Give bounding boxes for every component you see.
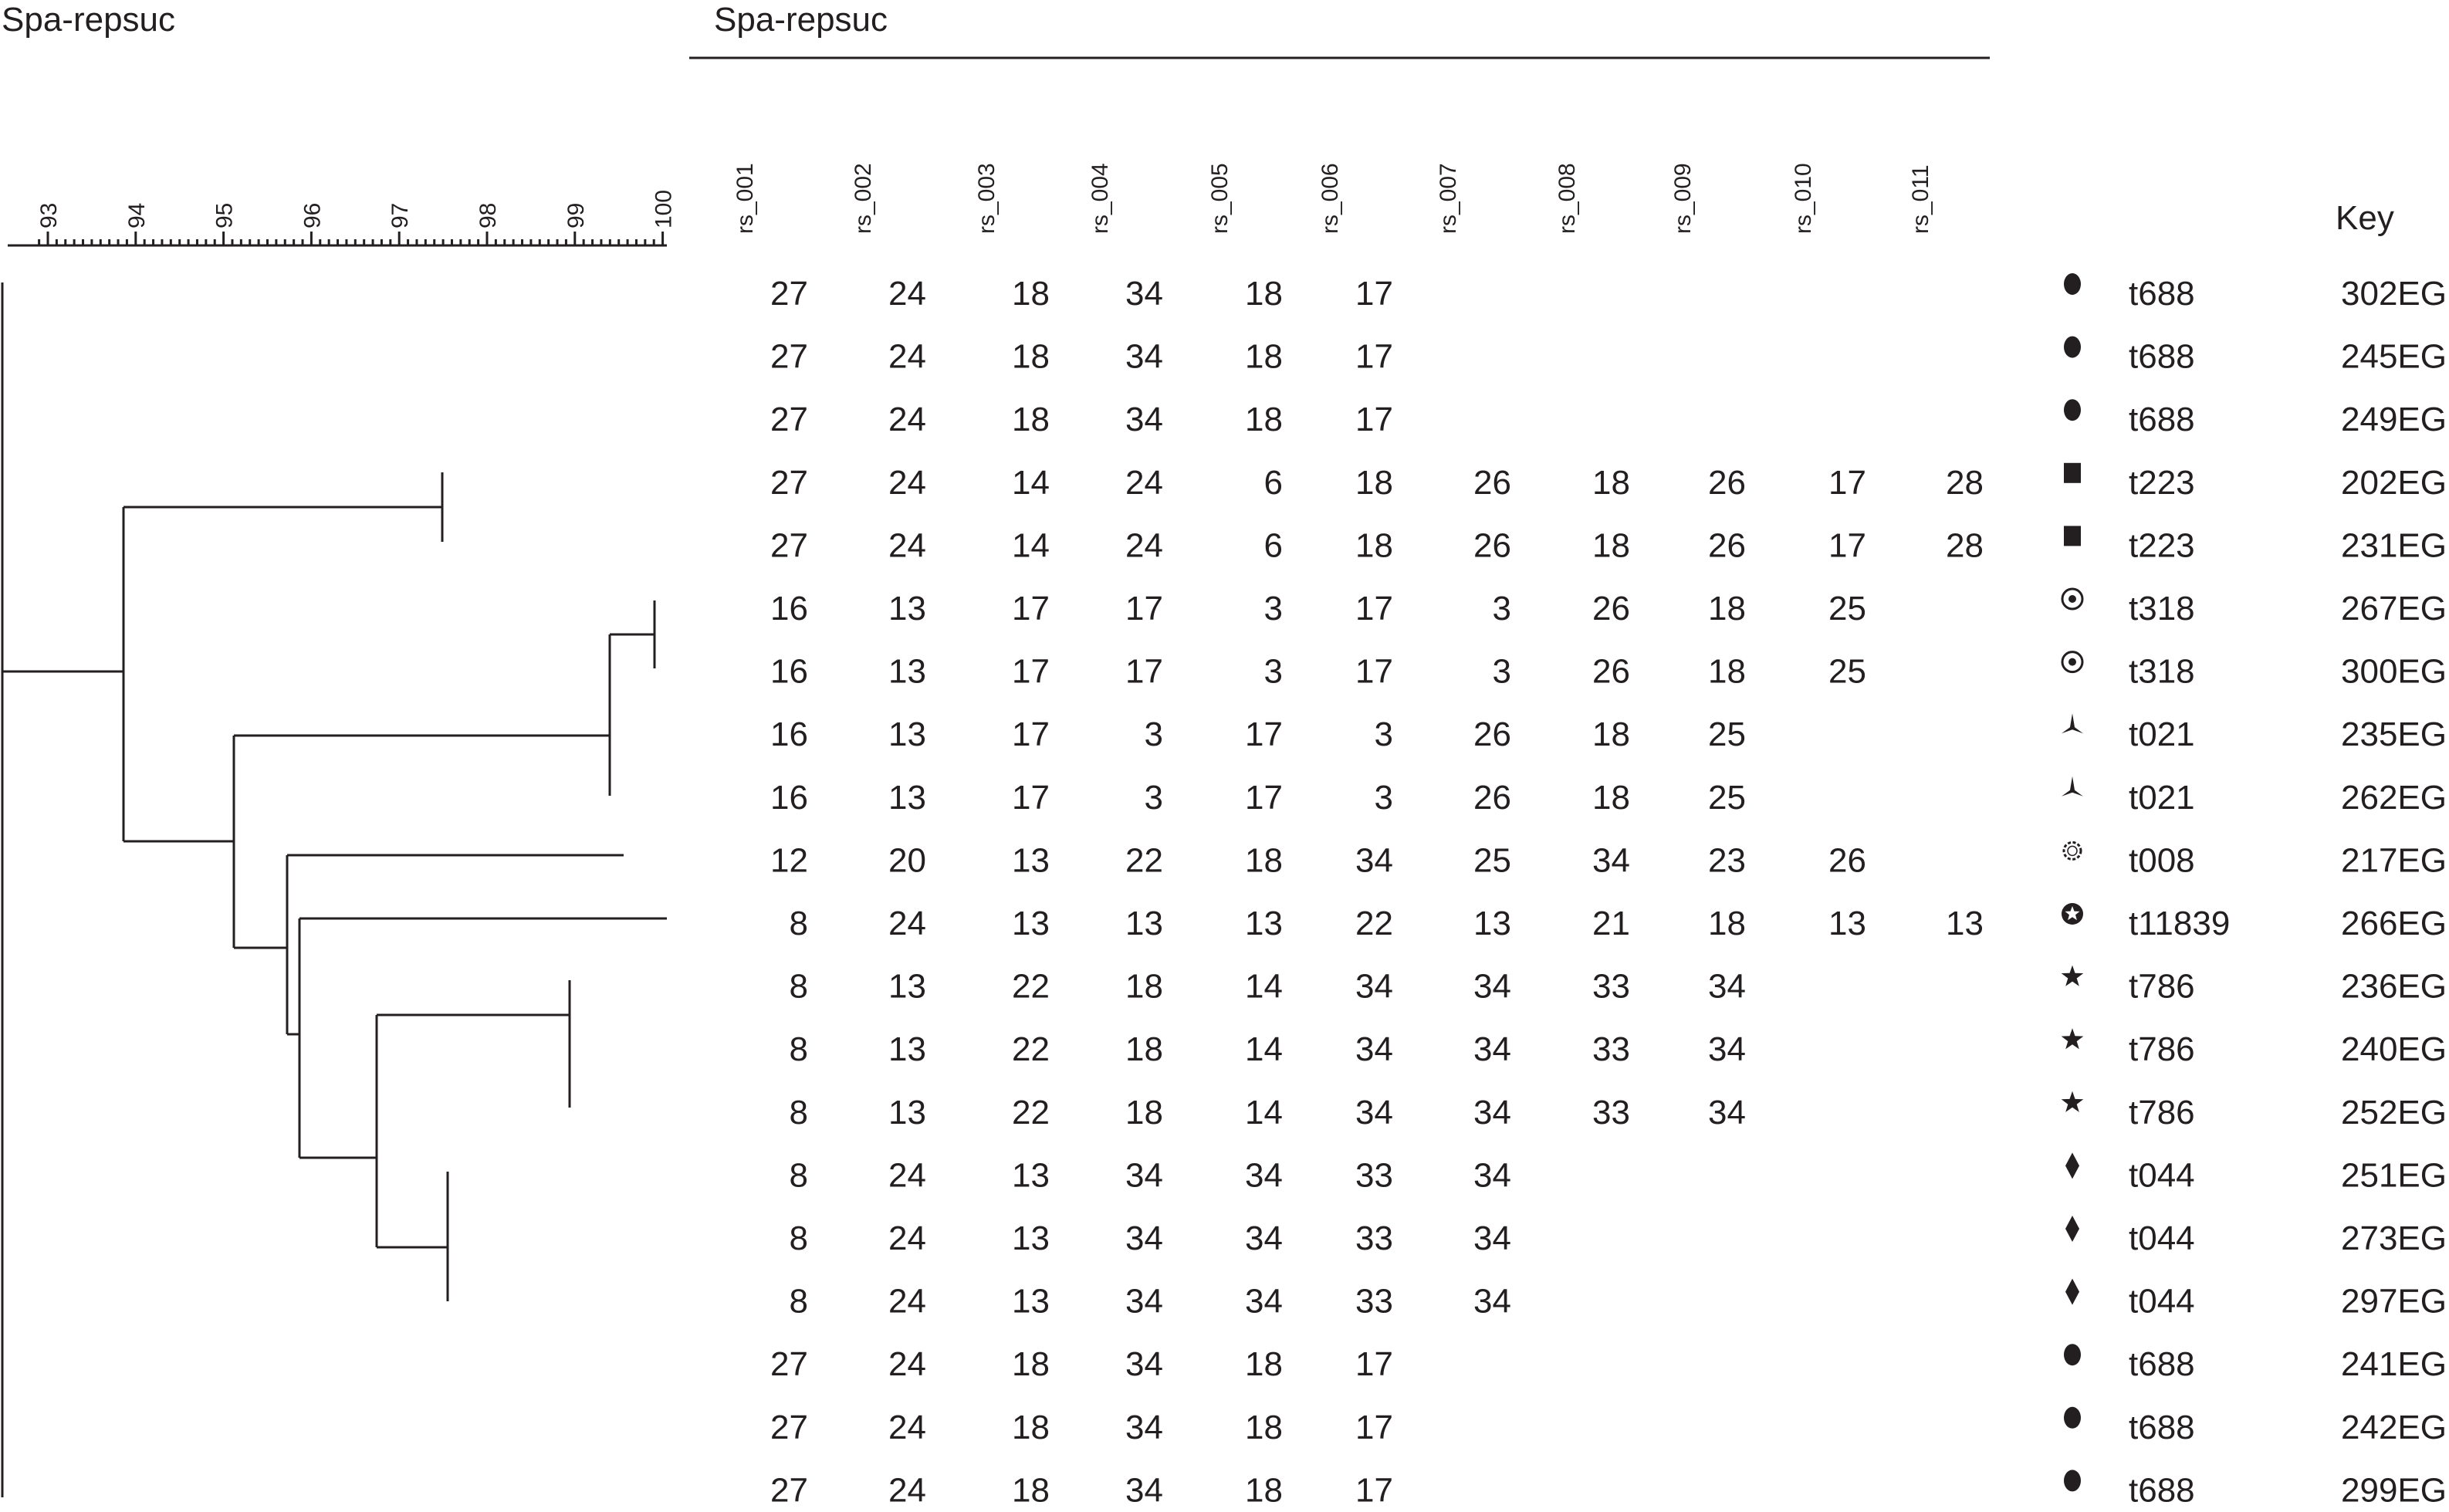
- spa-type-label: t021: [2129, 778, 2195, 817]
- repeat-value: 3: [1374, 778, 1393, 817]
- scale-tick-label: 98: [475, 202, 501, 228]
- spa-type-label: t044: [2129, 1156, 2195, 1195]
- column-header: rs_006: [1318, 163, 1343, 234]
- isolate-id-label: 266EG: [2341, 905, 2447, 942]
- isolate-id-label: 240EG: [2341, 1030, 2447, 1069]
- repeat-value: 3: [1374, 715, 1393, 754]
- repeat-value: 27: [770, 275, 808, 313]
- repeat-value: 13: [888, 778, 926, 817]
- repeat-value: 18: [1125, 967, 1163, 1006]
- isolate-id-label: 241EG: [2341, 1345, 2447, 1384]
- table-row: [790, 1152, 2447, 1194]
- repeat-value: 13: [1245, 905, 1283, 942]
- repeat-value: 22: [1012, 1030, 1050, 1069]
- repeat-value: 34: [1355, 1030, 1393, 1069]
- repeat-value: 3: [1144, 778, 1163, 817]
- repeat-value: 17: [1355, 337, 1393, 376]
- filled-diamond-icon: [2065, 1216, 2079, 1242]
- repeat-value: 33: [1355, 1156, 1393, 1195]
- repeat-value: 26: [1473, 715, 1511, 754]
- repeat-value: 34: [1125, 1219, 1163, 1257]
- repeat-value: 34: [1125, 275, 1163, 313]
- table-row: [770, 589, 2447, 627]
- five-point-star-icon: [2062, 966, 2084, 986]
- repeat-value: 22: [1125, 841, 1163, 880]
- repeat-value: 26: [1473, 778, 1511, 817]
- scale-tick-label: 94: [123, 202, 150, 228]
- repeat-value: 34: [1125, 401, 1163, 439]
- repeat-value: 33: [1355, 1282, 1393, 1321]
- repeat-value: 24: [1125, 463, 1163, 502]
- spa-type-label: t318: [2129, 590, 2195, 627]
- column-header: rs_003: [974, 163, 1000, 234]
- scale-tick-label: 97: [387, 202, 414, 228]
- repeat-value: 3: [1263, 652, 1283, 691]
- repeat-value: 17: [1245, 715, 1283, 754]
- spa-type-label: t021: [2129, 715, 2195, 754]
- repeat-value: 17: [1355, 1345, 1393, 1384]
- repeat-value: 24: [888, 1471, 926, 1510]
- isolate-id-label: 249EG: [2341, 401, 2447, 439]
- spa-type-label: t318: [2129, 652, 2195, 691]
- repeat-value: 26: [1473, 463, 1511, 502]
- repeat-value: 24: [888, 337, 926, 376]
- filled-circle-icon: [2064, 337, 2081, 358]
- repeat-value: 34: [1125, 1408, 1163, 1446]
- column-header: rs_005: [1207, 163, 1233, 234]
- repeat-value: 34: [1125, 337, 1163, 376]
- isolate-id-label: 242EG: [2341, 1408, 2447, 1446]
- column-header: rs_009: [1670, 163, 1696, 234]
- repeat-value: 16: [770, 652, 808, 691]
- spa-type-label: t688: [2129, 1408, 2195, 1446]
- repeat-value: 8: [789, 905, 808, 942]
- table-row: [790, 903, 2447, 942]
- column-header: rs_011: [1908, 164, 1933, 234]
- table-row: [770, 1470, 2447, 1509]
- repeat-value: 6: [1263, 526, 1283, 565]
- repeat-table: [770, 273, 2447, 1509]
- repeat-value: 18: [1012, 275, 1050, 313]
- repeat-value: 18: [1125, 1093, 1163, 1131]
- repeat-value: 22: [1355, 905, 1393, 942]
- table-row: [790, 1091, 2447, 1131]
- table-row: [790, 966, 2447, 1006]
- repeat-value: 23: [1708, 841, 1746, 880]
- repeat-value: 18: [1592, 778, 1630, 817]
- column-header: rs_007: [1436, 163, 1461, 234]
- table-row: [770, 652, 2447, 691]
- repeat-value: 13: [1012, 1156, 1050, 1195]
- column-header: rs_001: [732, 163, 758, 234]
- dendrogram-tree: [2, 282, 667, 1497]
- repeat-value: 8: [789, 1156, 808, 1195]
- repeat-value: 14: [1012, 463, 1050, 502]
- repeat-value: 24: [888, 1408, 926, 1446]
- column-header: rs_010: [1791, 163, 1816, 234]
- three-point-star-icon: [2062, 713, 2083, 733]
- repeat-value: 24: [888, 1156, 926, 1195]
- table-row: [770, 841, 2447, 879]
- spa-type-label: t688: [2129, 275, 2195, 313]
- repeat-value: 18: [1245, 275, 1283, 313]
- isolate-id-label: 251EG: [2341, 1156, 2447, 1195]
- repeat-value: 20: [888, 841, 926, 880]
- repeat-value: 17: [1012, 778, 1050, 817]
- repeat-value: 24: [888, 905, 926, 942]
- repeat-value: 27: [770, 1471, 808, 1510]
- spa-type-label: t786: [2129, 1030, 2195, 1069]
- repeat-value: 34: [1245, 1156, 1283, 1195]
- repeat-value: 17: [1355, 1471, 1393, 1510]
- repeat-value: 18: [1245, 1345, 1283, 1384]
- repeat-value: 17: [1012, 652, 1050, 691]
- repeat-value: 27: [770, 1408, 808, 1446]
- isolate-id-label: 236EG: [2341, 967, 2447, 1006]
- repeat-value: 34: [1125, 1345, 1163, 1384]
- repeat-value: 13: [888, 652, 926, 691]
- filled-diamond-icon: [2065, 1152, 2079, 1179]
- repeat-value: 34: [1355, 841, 1393, 880]
- repeat-value: 13: [1473, 905, 1511, 942]
- repeat-value: 18: [1245, 1408, 1283, 1446]
- repeat-value: 17: [1355, 590, 1393, 627]
- repeat-value: 34: [1708, 1093, 1746, 1131]
- repeat-value: 13: [1828, 905, 1866, 942]
- isolate-id-label: 302EG: [2341, 275, 2447, 313]
- repeat-value: 16: [770, 778, 808, 817]
- repeat-value: 27: [770, 463, 808, 502]
- repeat-value: 34: [1473, 1219, 1511, 1257]
- table-row: [770, 1407, 2447, 1446]
- repeat-value: 18: [1245, 1471, 1283, 1510]
- repeat-value: 14: [1012, 526, 1050, 565]
- repeat-value: 24: [888, 1282, 926, 1321]
- table-row: [770, 1344, 2447, 1383]
- table-title: Spa-repsuc: [714, 1, 888, 39]
- repeat-value: 28: [1946, 526, 1984, 565]
- repeat-value: 25: [1708, 715, 1746, 754]
- open-gear-icon: [2064, 842, 2081, 859]
- scale-tick-label: 93: [36, 202, 62, 228]
- spa-type-label: t11839: [2129, 905, 2231, 942]
- repeat-value: 3: [1492, 652, 1511, 691]
- repeat-value: 18: [1012, 1345, 1050, 1384]
- table-row: [770, 526, 2447, 564]
- repeat-value: 13: [888, 967, 926, 1006]
- repeat-value: 34: [1473, 967, 1511, 1006]
- repeat-value: 26: [1828, 841, 1866, 880]
- repeat-value: 18: [1708, 590, 1746, 627]
- repeat-value: 25: [1473, 841, 1511, 880]
- repeat-value: 18: [1708, 652, 1746, 691]
- repeat-value: 33: [1592, 1030, 1630, 1069]
- spa-type-label: t688: [2129, 401, 2195, 439]
- repeat-value: 33: [1355, 1219, 1393, 1257]
- filled-square-icon: [2064, 526, 2081, 546]
- filled-circle-icon: [2064, 399, 2081, 421]
- repeat-value: 22: [1012, 967, 1050, 1006]
- similarity-scale: [8, 190, 677, 245]
- repeat-value: 27: [770, 401, 808, 439]
- repeat-value: 34: [1245, 1282, 1283, 1321]
- repeat-value: 13: [888, 1030, 926, 1069]
- scale-tick-label: 99: [563, 202, 589, 228]
- scale-tick-label: 95: [211, 202, 238, 228]
- table-row: [790, 1279, 2447, 1321]
- target-circle-icon: [2062, 589, 2082, 609]
- table-row: [770, 273, 2447, 313]
- repeat-value: 24: [888, 463, 926, 502]
- repeat-value: 27: [770, 526, 808, 565]
- repeat-value: 34: [1125, 1156, 1163, 1195]
- key-label: Key: [2336, 199, 2394, 237]
- repeat-value: 17: [1828, 463, 1866, 502]
- repeat-value: 18: [1355, 526, 1393, 565]
- repeat-value: 34: [1355, 1093, 1393, 1131]
- table-row: [790, 1028, 2447, 1068]
- repeat-value: 34: [1708, 967, 1746, 1006]
- repeat-value: 26: [1708, 526, 1746, 565]
- isolate-id-label: 267EG: [2341, 590, 2447, 627]
- repeat-value: 14: [1245, 1093, 1283, 1131]
- repeat-value: 14: [1245, 1030, 1283, 1069]
- repeat-value: 17: [1125, 590, 1163, 627]
- repeat-value: 18: [1592, 715, 1630, 754]
- repeat-value: 8: [789, 1030, 808, 1069]
- isolate-id-label: 202EG: [2341, 463, 2447, 502]
- table-row: [770, 399, 2447, 438]
- target-circle-icon: [2062, 652, 2082, 672]
- repeat-value: 26: [1708, 463, 1746, 502]
- repeat-value: 13: [1125, 905, 1163, 942]
- isolate-id-label: 299EG: [2341, 1471, 2447, 1510]
- repeat-value: 8: [789, 967, 808, 1006]
- repeat-value: 33: [1592, 1093, 1630, 1131]
- repeat-value: 17: [1012, 715, 1050, 754]
- spa-type-label: t044: [2129, 1219, 2195, 1257]
- repeat-value: 8: [789, 1093, 808, 1131]
- repeat-value: 18: [1012, 1471, 1050, 1510]
- repeat-value: 17: [1828, 526, 1866, 565]
- isolate-id-label: 217EG: [2341, 841, 2447, 880]
- repeat-value: 18: [1012, 1408, 1050, 1446]
- repeat-value: 34: [1708, 1030, 1746, 1069]
- spa-type-label: t008: [2129, 841, 2195, 880]
- repeat-value: 3: [1144, 715, 1163, 754]
- repeat-value: 24: [888, 275, 926, 313]
- isolate-id-label: 262EG: [2341, 778, 2447, 817]
- repeat-value: 17: [1355, 401, 1393, 439]
- repeat-value: 24: [888, 526, 926, 565]
- column-header: rs_004: [1088, 163, 1113, 234]
- repeat-value: 13: [1012, 1282, 1050, 1321]
- repeat-value: 18: [1012, 337, 1050, 376]
- repeat-value: 34: [1245, 1219, 1283, 1257]
- repeat-value: 13: [1946, 905, 1984, 942]
- isolate-id-label: 300EG: [2341, 652, 2447, 691]
- column-headers: [732, 163, 1933, 234]
- repeat-value: 34: [1473, 1093, 1511, 1131]
- dendrogram-title: Spa-repsuc: [2, 1, 176, 39]
- repeat-value: 24: [888, 401, 926, 439]
- repeat-value: 16: [770, 590, 808, 627]
- repeat-value: 18: [1245, 841, 1283, 880]
- repeat-value: 17: [1012, 590, 1050, 627]
- repeat-value: 34: [1473, 1030, 1511, 1069]
- table-row: [770, 463, 2447, 502]
- five-point-star-icon: [2062, 1028, 2084, 1049]
- repeat-value: 24: [1125, 526, 1163, 565]
- repeat-value: 34: [1473, 1156, 1511, 1195]
- repeat-value: 25: [1828, 652, 1866, 691]
- star-in-circle-icon: [2062, 903, 2083, 925]
- repeat-value: 25: [1708, 778, 1746, 817]
- repeat-value: 17: [1355, 652, 1393, 691]
- repeat-value: 18: [1125, 1030, 1163, 1069]
- repeat-value: 18: [1708, 905, 1746, 942]
- repeat-value: 17: [1355, 1408, 1393, 1446]
- repeat-value: 18: [1012, 401, 1050, 439]
- repeat-value: 27: [770, 1345, 808, 1384]
- table-row: [790, 1216, 2447, 1257]
- isolate-id-label: 245EG: [2341, 337, 2447, 376]
- isolate-id-label: 235EG: [2341, 715, 2447, 754]
- repeat-value: 26: [1592, 590, 1630, 627]
- isolate-id-label: 273EG: [2341, 1219, 2447, 1257]
- spa-type-label: t786: [2129, 1093, 2195, 1131]
- repeat-value: 17: [1245, 778, 1283, 817]
- five-point-star-icon: [2062, 1091, 2084, 1112]
- isolate-id-label: 231EG: [2341, 526, 2447, 565]
- filled-circle-icon: [2064, 273, 2081, 295]
- spa-type-label: t223: [2129, 526, 2195, 565]
- scale-tick-label: 96: [299, 202, 326, 228]
- repeat-value: 6: [1263, 463, 1283, 502]
- repeat-value: 18: [1355, 463, 1393, 502]
- repeat-value: 13: [1012, 905, 1050, 942]
- table-row: [770, 776, 2447, 817]
- repeat-value: 8: [789, 1282, 808, 1321]
- repeat-value: 16: [770, 715, 808, 754]
- isolate-id-label: 297EG: [2341, 1282, 2447, 1321]
- repeat-value: 12: [770, 841, 808, 880]
- spa-type-label: t786: [2129, 967, 2195, 1006]
- repeat-value: 24: [888, 1219, 926, 1257]
- repeat-value: 21: [1592, 905, 1630, 942]
- repeat-value: 13: [888, 1093, 926, 1131]
- repeat-value: 25: [1828, 590, 1866, 627]
- repeat-value: 13: [888, 715, 926, 754]
- repeat-value: 13: [1012, 841, 1050, 880]
- repeat-value: 17: [1355, 275, 1393, 313]
- spa-type-label: t688: [2129, 337, 2195, 376]
- scale-tick-label: 100: [651, 189, 677, 228]
- repeat-value: 26: [1473, 526, 1511, 565]
- repeat-value: 18: [1245, 337, 1283, 376]
- three-point-star-icon: [2062, 776, 2083, 797]
- repeat-value: 34: [1355, 967, 1393, 1006]
- repeat-value: 26: [1592, 652, 1630, 691]
- table-row: [770, 713, 2447, 753]
- filled-circle-icon: [2064, 1407, 2081, 1429]
- spa-type-label: t044: [2129, 1282, 2195, 1321]
- filled-square-icon: [2064, 463, 2081, 483]
- spa-type-label: t223: [2129, 463, 2195, 502]
- repeat-value: 34: [1592, 841, 1630, 880]
- repeat-value: 27: [770, 337, 808, 376]
- column-header: rs_002: [851, 163, 876, 234]
- repeat-value: 18: [1592, 463, 1630, 502]
- repeat-value: 3: [1492, 590, 1511, 627]
- repeat-value: 22: [1012, 1093, 1050, 1131]
- spa-type-label: t688: [2129, 1471, 2195, 1510]
- repeat-value: 13: [1012, 1219, 1050, 1257]
- filled-circle-icon: [2064, 1344, 2081, 1365]
- repeat-value: 3: [1263, 590, 1283, 627]
- repeat-value: 18: [1245, 401, 1283, 439]
- repeat-value: 34: [1125, 1471, 1163, 1510]
- repeat-value: 33: [1592, 967, 1630, 1006]
- repeat-value: 34: [1125, 1282, 1163, 1321]
- column-header: rs_008: [1554, 163, 1580, 234]
- repeat-value: 34: [1473, 1282, 1511, 1321]
- table-row: [770, 337, 2447, 376]
- filled-diamond-icon: [2065, 1279, 2079, 1305]
- filled-circle-icon: [2064, 1470, 2081, 1491]
- repeat-value: 13: [888, 590, 926, 627]
- repeat-value: 28: [1946, 463, 1984, 502]
- repeat-value: 18: [1592, 526, 1630, 565]
- isolate-id-label: 252EG: [2341, 1093, 2447, 1131]
- repeat-value: 14: [1245, 967, 1283, 1006]
- repeat-value: 24: [888, 1345, 926, 1384]
- repeat-value: 17: [1125, 652, 1163, 691]
- repeat-value: 8: [789, 1219, 808, 1257]
- spa-type-label: t688: [2129, 1345, 2195, 1384]
